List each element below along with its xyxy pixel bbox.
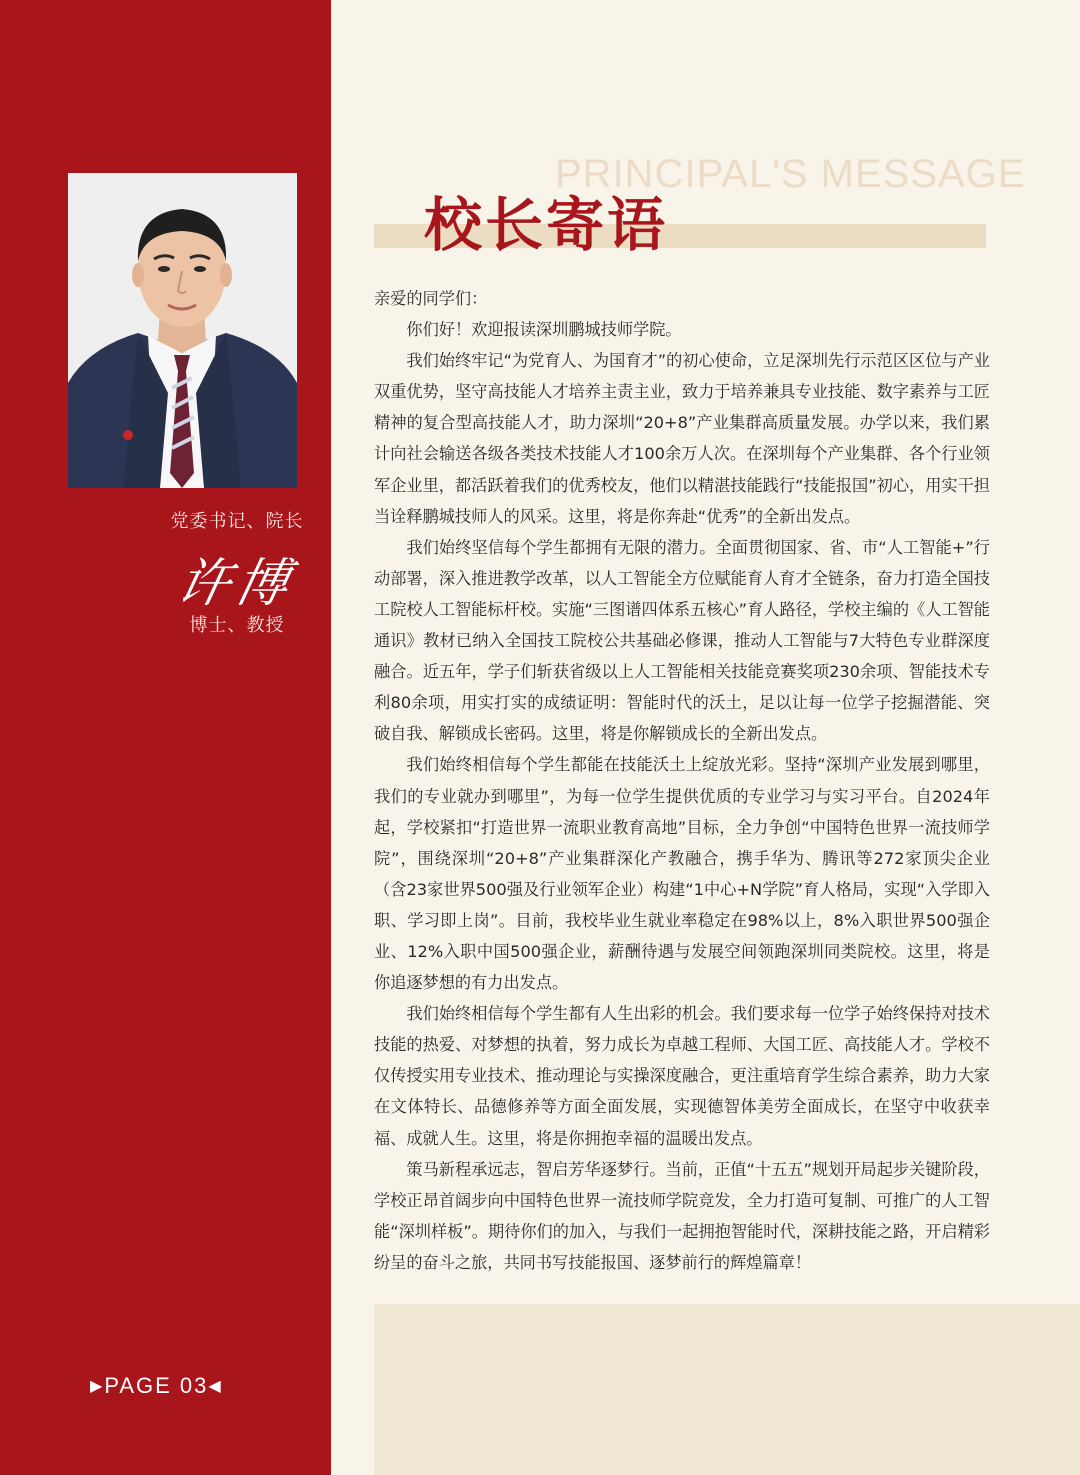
letter-paragraph: 我们始终相信每个学生都能在技能沃土上绽放光彩。坚持“深圳产业发展到哪里，我们的专业就办到哪里”，为每一位学生提供优质的专业学习与实习平台。自2024年起，学校紧扣“打造世界一流职业教育高地”目标，全力争创“中国特色世界一流技师学院”，围绕深圳“20+8”产业集群深化产教融合，携手华为、腾讯等272家顶尖企业（含23家世界500强及行业领军企业）构建“1中心+N学院”育人格局，实现“入学即入职、学习即上岗”。目前，我校毕业生就业率稳定在98%以上，8%入职世界500强企业、12%入职中国500强企业，薪酬待遇与发展空间领跑深圳同类院校。这里，将是你追逐梦想的有力出发点。 [374,755,990,993]
decorative-footer-block [374,1304,1080,1475]
principal-portrait [68,173,297,488]
left-triangle-icon: ◀ [208,1378,223,1395]
letter-body [374,283,990,1278]
letter-salutation: 亲爱的同学们： [374,289,488,308]
letter-paragraph: 策马新程承远志，智启芳华逐梦行。当前，正值“十五五”规划开局起步关键阶段，学校正昂首阔步向中国特色世界一流技师学院竞发，全力打造可复制、可推广的人工智能“深圳样板”。期待你们的加入，与我们一起拥抱智能时代，深耕技能之路，开启精彩纷呈的奋斗之旅，共同书写技能报国、逐梦前行的辉煌篇章！ [374,1159,990,1272]
page-number-label: PAGE 03 [104,1373,209,1398]
page-number [90,1373,223,1399]
principal-role: 党委书记、院长 [170,511,304,532]
page-title: 校长寄语 [424,191,669,259]
letter-paragraph: 我们始终牢记“为党育人、为国育才”的初心使命，立足深圳先行示范区区位与产业双重优势，坚守高技能人才培养主责主业，致力于培养兼具专业技能、数字素养与工匠精神的复合型高技能人才，助力深圳“20+8”产业集群高质量发展。办学以来，我们累计向社会输送各级各类技术技能人才100余万人次。在深圳每个产业集群、各个行业领军企业里，都活跃着我们的优秀校友，他们以精湛技能践行“技能报国”初心，用实干担当诠释鹏城技师人的风采。这里，将是你奔赴“优秀”的全新出发点。 [374,351,990,526]
principal-degree: 博士、教授 [189,615,285,636]
right-triangle-icon: ▶ [90,1378,105,1395]
letter-paragraph: 你们好！欢迎报读深圳鹏城技师学院。 [406,320,682,340]
english-title: PRINCIPAL'S MESSAGE [555,152,1026,196]
letter-paragraph: 我们始终坚信每个学生都拥有无限的潜力。全面贯彻国家、省、市“人工智能+”行动部署，深入推进教学改革，以人工智能全方位赋能育人育才全链条，奋力打造全国技工院校人工智能标杆校。实施“三图谱四体系五核心”育人路径，学校主编的《人工智能通识》教材已纳入全国技工院校公共基础必修课，推动人工智能与7大特色专业群深度融合。近五年，学子们斩获省级以上人工智能相关技能竞赛奖项230余项、智能技术专利80余项，用实打实的成绩证明：智能时代的沃土，足以让每一位学子挖掘潜能、突破自我、解锁成长密码。这里，将是你解锁成长的全新出发点。 [374,537,990,744]
principal-signature: 许博 [171,554,301,614]
letter-paragraph: 我们始终相信每个学生都有人生出彩的机会。我们要求每一位学子始终保持对技术技能的热爱、对梦想的执着，努力成长为卓越工程师、大国工匠、高技能人才。学校不仅传授实用专业技术、推动理论与实操深度融合，更注重培育学生综合素养，助力大家在文体特长、品德修养等方面全面发展，实现德智体美劳全面成长，在坚守中收获幸福、成就人生。这里，将是你拥抱幸福的温暖出发点。 [374,1004,990,1148]
